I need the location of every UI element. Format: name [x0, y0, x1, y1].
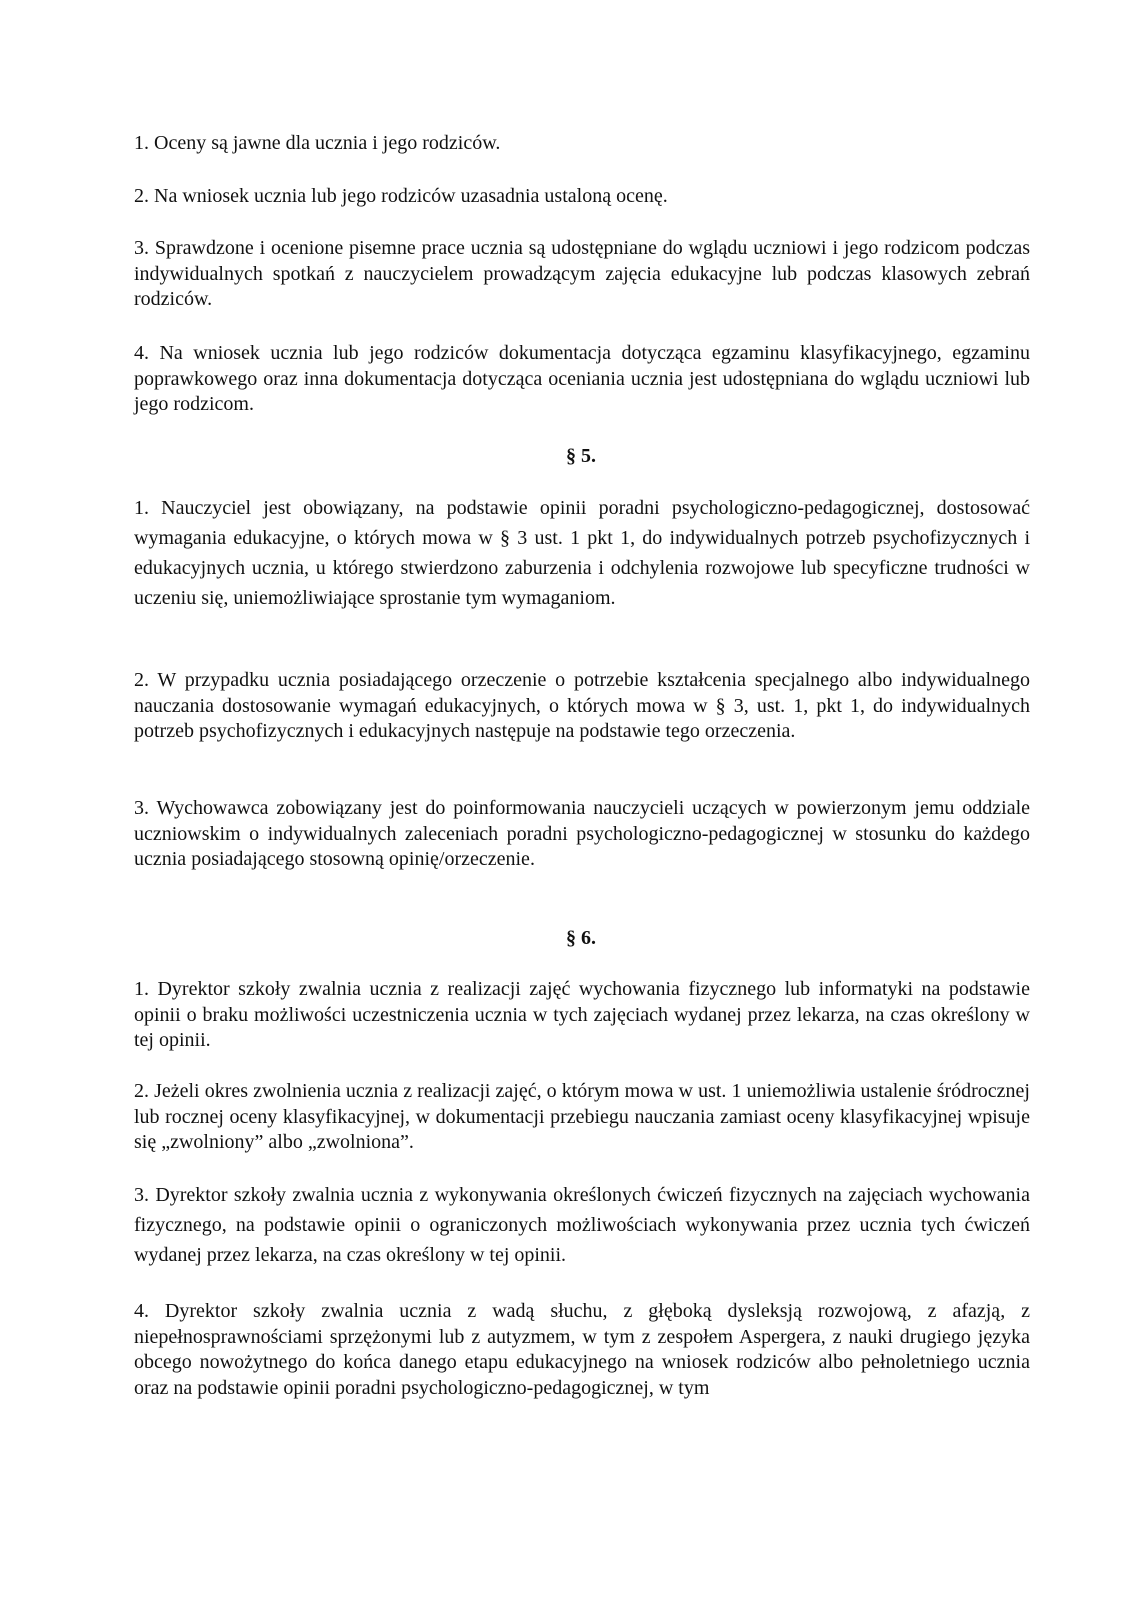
section-6-paragraph-1: 1. Dyrektor szkoły zwalnia ucznia z realizacji zajęć wychowania fizycznego lub informatyki na podstawie opinii o braku możliwości uczestniczenia ucznia w tych zajęciach wydanej przez lekarza, na czas określony w tej opinii. [134, 978, 1030, 1051]
section-6-paragraph-2: 2. Jeżeli okres zwolnienia ucznia z realizacji zajęć, o którym mowa w ust. 1 uniemożliwia ustalenie śródrocznej lub rocznej oceny klasyfikacyjnej, w dokumentacji przebiegu nauczania zamiast oceny klasyfikacyjnej wpisuje się „zwolniony” albo „zwolniona”. [134, 1080, 1030, 1153]
paragraph-3: 3. Sprawdzone i ocenione pisemne prace ucznia są udostępniane do wglądu uczniowi i jego rodzicom podczas indywidualnych spotkań z nauczycielem prowadzącym zajęcia edukacyjne lub podczas klasowych zebrań rodziców. [134, 237, 1030, 310]
paragraph-2: 2. Na wniosek ucznia lub jego rodziców uzasadnia ustaloną ocenę. [134, 185, 668, 207]
section-5-paragraph-2: 2. W przypadku ucznia posiadającego orzeczenie o potrzebie kształcenia specjalnego albo indywidualnego nauczania dostosowanie wymagań edukacyjnych, o których mowa w § 3, ust. 1, pkt 1, do indywidualnych potrzeb psychofizycznych i edukacyjnych następuje na podstawie tego orzeczenia. [134, 669, 1030, 742]
section-5-paragraph-3: 3. Wychowawca zobowiązany jest do poinformowania nauczycieli uczących w powierzonym jemu oddziale uczniowskim o indywidualnych zaleceniach poradni psychologiczno-pedagogicznej w stosunku do każdego ucznia posiadającego stosowną opinię/orzeczenie. [134, 797, 1030, 870]
section-6-paragraph-4: 4. Dyrektor szkoły zwalnia ucznia z wadą słuchu, z głęboką dysleksją rozwojową, z afazją, z niepełnosprawnościami sprzężonymi lub z autyzmem, w tym z zespołem Aspergera, z nauki drugiego języka obcego nowożytnego do końca danego etapu edukacyjnego na wniosek rodziców albo pełnoletniego ucznia oraz na podstawie opinii poradni psychologiczno-pedagogicznej, w tym [134, 1300, 1030, 1399]
section-6-paragraph-3: 3. Dyrektor szkoły zwalnia ucznia z wykonywania określonych ćwiczeń fizycznych na zajęciach wychowania fizycznego, na podstawie opinii o ograniczonych możliwościach wykonywania przez ucznia tych ćwiczeń wydanej przez lekarza, na czas określony w tej opinii. [134, 1184, 1030, 1266]
paragraph-1: 1. Oceny są jawne dla ucznia i jego rodziców. [134, 132, 501, 154]
paragraph-4: 4. Na wniosek ucznia lub jego rodziców dokumentacja dotycząca egzaminu klasyfikacyjnego, egzaminu poprawkowego oraz inna dokumentacja dotycząca oceniania ucznia jest udostępniana do wglądu uczniowi lub jego rodzicom. [134, 342, 1030, 415]
section-5-heading: § 5. [566, 445, 596, 467]
section-5-paragraph-1: 1. Nauczyciel jest obowiązany, na podstawie opinii poradni psychologiczno-pedagogicznej, dostosować wymagania edukacyjne, o których mowa w § 3 ust. 1 pkt 1, do indywidualnych potrzeb psychofizycznych i edukacyjnych ucznia, u którego stwierdzono zaburzenia i odchylenia rozwojowe lub specyficzne trudności w uczeniu się, uniemożliwiające sprostanie tym wymaganiom. [134, 497, 1030, 609]
section-6-heading: § 6. [566, 927, 596, 949]
